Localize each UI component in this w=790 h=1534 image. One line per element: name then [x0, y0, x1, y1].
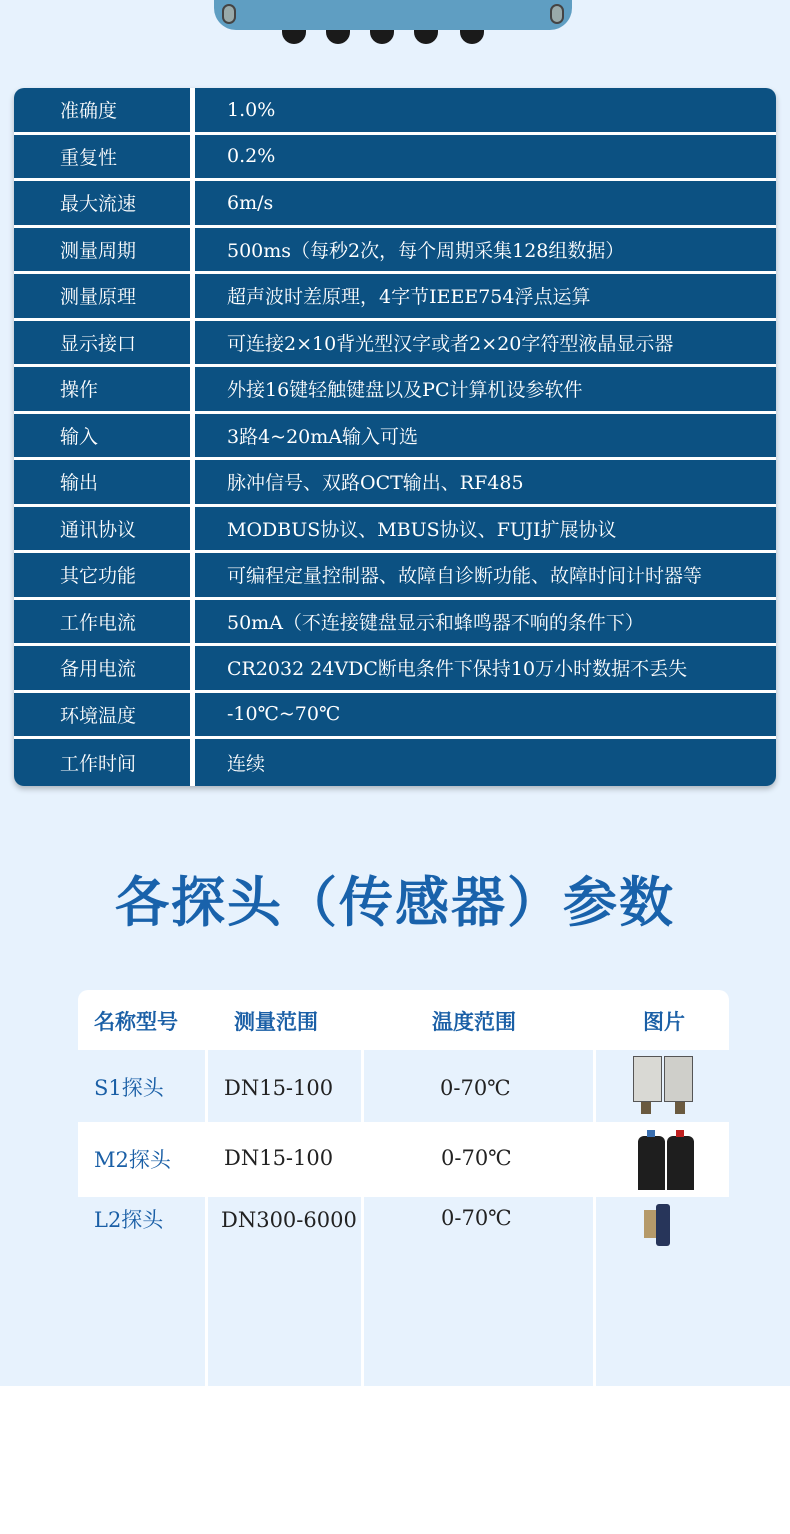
spec-value: CR2032 24VDC断电条件下保持10万小时数据不丢失 [195, 646, 776, 690]
spec-value: 可编程定量控制器、故障自诊断功能、故障时间计时器等 [195, 553, 776, 597]
spec-label: 操作 [14, 367, 195, 411]
spec-value: 50mA（不连接键盘显示和蜂鸣器不响的条件下） [195, 600, 776, 644]
spec-label: 其它功能 [14, 553, 195, 597]
spec-label: 重复性 [14, 135, 195, 179]
spec-value: 超声波时差原理，4字节IEEE754浮点运算 [195, 274, 776, 318]
spec-row [14, 460, 776, 507]
spec-value: 6m/s [195, 181, 776, 225]
probe-range: DN15-100 [224, 1146, 334, 1170]
spec-row [14, 228, 776, 275]
header-image: 图片 [643, 1009, 685, 1034]
probe-range: DN300-6000 [221, 1208, 357, 1232]
spec-label: 输入 [14, 414, 195, 458]
screw-icon [550, 4, 564, 24]
probe-table [78, 990, 729, 1386]
table-row [78, 1050, 729, 1122]
spec-value: 连续 [195, 739, 776, 786]
spec-table [14, 88, 776, 786]
spec-value: 可连接2×10背光型汉字或者2×20字符型液晶显示器 [195, 321, 776, 365]
spec-row [14, 274, 776, 321]
spec-label: 显示接口 [14, 321, 195, 365]
spec-value: 脉冲信号、双路OCT输出、RF485 [195, 460, 776, 504]
spec-label: 环境温度 [14, 693, 195, 737]
s1-probe-image [633, 1056, 695, 1114]
spec-value: 500ms（每秒2次，每个周期采集128组数据） [195, 228, 776, 272]
spec-row [14, 321, 776, 368]
spec-label: 准确度 [14, 88, 195, 132]
spec-row [14, 646, 776, 693]
l2-probe-image [644, 1204, 678, 1246]
spec-label: 通讯协议 [14, 507, 195, 551]
spec-row [14, 693, 776, 740]
spec-value: 3路4~20mA输入可选 [195, 414, 776, 458]
spec-value: 0.2% [195, 135, 776, 179]
spec-label: 最大流速 [14, 181, 195, 225]
spec-label: 工作时间 [14, 739, 195, 786]
spec-row [14, 739, 776, 786]
spec-row [14, 181, 776, 228]
probe-name: L2探头 [94, 1208, 164, 1232]
spec-row [14, 507, 776, 554]
probe-temp: 0-70℃ [441, 1206, 512, 1230]
header-range: 测量范围 [234, 1009, 318, 1034]
flowmeter-device-image [214, 0, 572, 30]
spec-label: 工作电流 [14, 600, 195, 644]
spec-row [14, 88, 776, 135]
probe-range: DN15-100 [224, 1076, 334, 1100]
spec-value: 1.0% [195, 88, 776, 132]
probe-name: M2探头 [94, 1148, 171, 1172]
header-temp: 温度范围 [432, 1009, 516, 1034]
spec-row [14, 367, 776, 414]
section-title: 各探头（传感器）参数 [115, 870, 675, 934]
spec-row [14, 414, 776, 461]
spec-row [14, 600, 776, 647]
spec-row [14, 553, 776, 600]
probe-temp: 0-70℃ [441, 1146, 512, 1170]
spec-label: 备用电流 [14, 646, 195, 690]
header-name: 名称型号 [94, 1009, 178, 1034]
spec-value: MODBUS协议、MBUS协议、FUJI扩展协议 [195, 507, 776, 551]
screw-icon [222, 4, 236, 24]
probe-temp: 0-70℃ [440, 1076, 511, 1100]
spec-label: 测量周期 [14, 228, 195, 272]
probe-name: S1探头 [94, 1076, 164, 1100]
spec-label: 输出 [14, 460, 195, 504]
spec-value: -10℃~70℃ [195, 693, 776, 737]
spec-value: 外接16键轻触键盘以及PC计算机设参软件 [195, 367, 776, 411]
spec-row [14, 135, 776, 182]
m2-probe-image [638, 1130, 694, 1190]
table-row [78, 1122, 729, 1197]
spec-label: 测量原理 [14, 274, 195, 318]
